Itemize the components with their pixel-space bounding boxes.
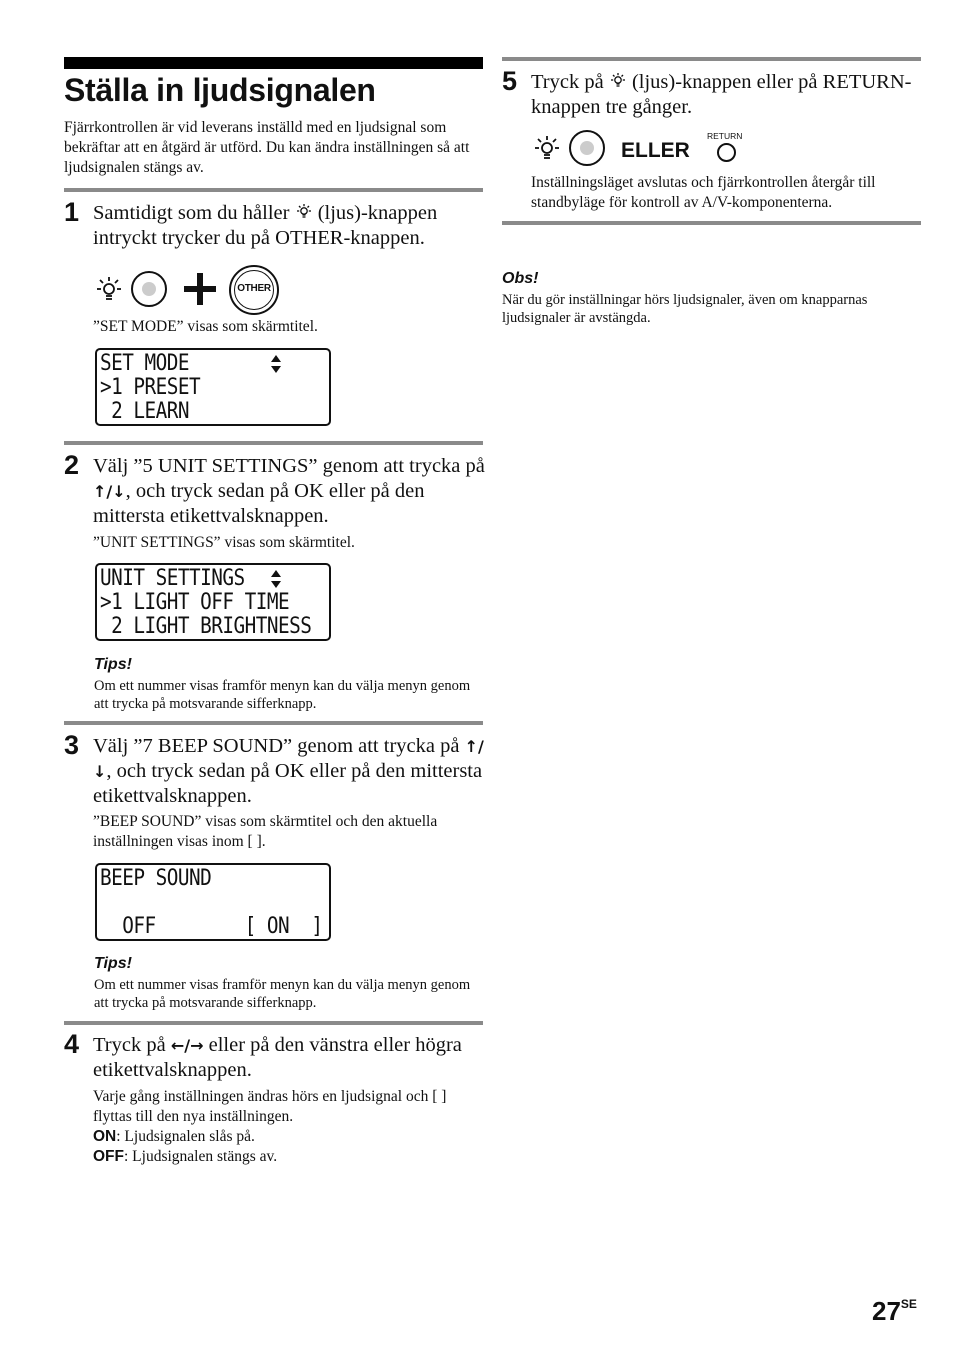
tips-heading: Tips! <box>94 656 132 673</box>
lcd-line: OFF [ ON ] <box>100 914 323 939</box>
step-divider <box>64 1021 483 1025</box>
tips-text: Om ett nummer visas framför menyn kan du välja menyn genom att trycka på motsvarande sifferknapp. <box>94 977 471 1011</box>
intro-text: Fjärrkontrollen är vid leverans inställd med en ljudsignal som bekräftar att en åtgärd är utförd. Du kan ändra inställningen så att ljudsignalen stängs av. <box>64 119 470 176</box>
other-button[interactable] <box>229 265 279 315</box>
step-number: 1 <box>64 197 80 227</box>
up-down-arrow-icon: ↑/↓ <box>93 737 484 781</box>
lcd-line: >1 PRESET <box>100 375 201 400</box>
lcd-line: 2 LIGHT BRIGHTNESS <box>100 614 312 639</box>
tips-text: Om ett nummer visas framför menyn kan du välja menyn genom att trycka på motsvarande sifferknapp. <box>94 678 471 712</box>
step-body <box>93 1087 473 1167</box>
step-instruction: Samtidigt som du håller (ljus)-knappen intryckt trycker du på OTHER-knappen. <box>93 202 438 249</box>
obs-text: När du gör inställningar hörs ljudsignaler, även om knapparnas ljudsignaler är avstängda. <box>502 292 868 326</box>
lcd-line: SET MODE <box>100 351 190 376</box>
step-divider <box>64 188 483 192</box>
light-icon <box>94 275 124 305</box>
step-number: 5 <box>502 66 518 96</box>
step-instruction: Välj ”7 BEEP SOUND” genom att trycka på ↑/↓, och tryck sedan på OK eller på den mittersta etikettvalsknappen. <box>93 735 484 807</box>
caption: ”UNIT SETTINGS” visas som skärmtitel. <box>93 534 355 551</box>
step-number: 4 <box>64 1029 80 1059</box>
scroll-updown-icon <box>269 569 283 589</box>
title-bar <box>64 57 483 69</box>
light-icon <box>532 134 562 164</box>
caption: ”BEEP SOUND” visas som skärmtitel och den aktuella inställningen visas inom [ ]. <box>93 813 438 850</box>
or-label: ELLER <box>621 139 690 162</box>
step-divider <box>64 721 483 725</box>
lcd-line: 2 LEARN <box>100 399 190 424</box>
step-divider <box>502 221 921 225</box>
left-right-arrow-icon: ←/→ <box>170 1036 204 1055</box>
light-button[interactable] <box>131 271 167 307</box>
lcd-display <box>95 563 331 641</box>
lcd-display <box>95 348 331 426</box>
light-icon <box>609 72 627 90</box>
scroll-updown-icon <box>269 354 283 374</box>
return-label: RETURN <box>707 131 743 141</box>
page-title: Ställa in ljudsignalen <box>64 72 376 108</box>
step-number: 2 <box>64 450 80 480</box>
lcd-line: >1 LIGHT OFF TIME <box>100 590 290 615</box>
lcd-line: UNIT SETTINGS <box>100 566 245 591</box>
step-number: 3 <box>64 730 80 760</box>
lcd-line: BEEP SOUND <box>100 866 212 891</box>
light-icon <box>295 203 313 221</box>
return-button[interactable] <box>717 143 736 162</box>
plus-icon <box>182 272 218 306</box>
step-body-text: Varje gång inställningen ändras hörs en ljudsignal och [ ] flyttas till den nya inställningen. <box>93 1088 447 1125</box>
on-option: ON: Ljudsignalen slås på. <box>93 1128 255 1145</box>
step-instruction: Tryck på (ljus)-knappen eller på RETURN-knappen tre gånger. <box>531 71 912 118</box>
off-option: OFF: Ljudsignalen stängs av. <box>93 1148 278 1165</box>
step-instruction: Välj ”5 UNIT SETTINGS” genom att trycka på ↑/↓, och tryck sedan på OK eller på den mittersta etikettvalsknappen. <box>93 455 485 527</box>
tips-heading: Tips! <box>94 955 132 972</box>
step-divider <box>502 57 921 61</box>
obs-heading: Obs! <box>502 270 539 287</box>
caption: ”SET MODE” visas som skärmtitel. <box>93 318 318 335</box>
page-number: $27^{SE}$ <box>872 1296 917 1326</box>
other-button-label: OTHER <box>237 283 271 294</box>
lcd-display <box>95 863 331 941</box>
step-instruction: Tryck på ←/→ eller på den vänstra eller högra etikettvalsknappen. <box>93 1034 462 1081</box>
up-down-arrow-icon: ↑/↓ <box>93 482 126 501</box>
step-body-text: Inställningsläget avslutas och fjärrkontrollen återgår till standbyläge för kontroll av A/V-komponenterna. <box>531 174 876 211</box>
light-button[interactable] <box>569 130 605 166</box>
step-divider <box>64 441 483 445</box>
